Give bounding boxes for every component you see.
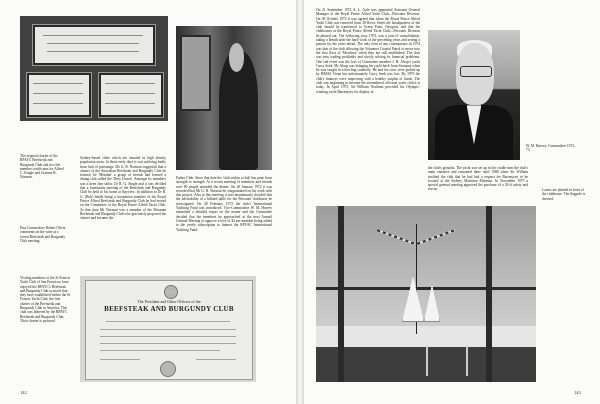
document-title: BEEFSTEAK AND BURGUNDY CLUB (104, 305, 234, 314)
book-gutter (296, 0, 304, 404)
right-column-text-1: On 21 September 1972 A. L. Gale was appointed Assistant General Manager of the Royal Prince Alfred Yacht Club—Pittwater Division. On 30 October 1972 it was agreed that when the Royal Prince Alfred Yacht Club was removed from 30 Rowe Street the headquarters of the club should be transferred to Green Point, Newport, and that the clubhouses at the Royal Prince Alfred Yacht Club—Pittwater Division be phased out. The following year, 1973, was a year of consolidation, taking a breath after the hard work of the preceding years and setting a pattern for the years ahead. The only item of any consequence in 1974 was that of the club allowing the Volunteer Coastal Patrol to move into the first floor of 'Mowbray' when they are still established. The club was now trading profitably and slowly solving its financial problems. One cad event was the loss of Committee member J. H. Alsop's yacht Curry Seek. Mr Alsop was bringing his yacht back from Swansea when he was caught in a howling southerly. He and his crew were picked up by HMAS Vivan but unfortunately Curry Seek was lost. By 1975 the club's finances were improving with a healthy surplus of funds. The club was beginning to become the streamlined, efficient yacht club it is today. In April 1975, Sir William Northam provided his Olympic-winning yacht Barrenjoey for display in (316, 8, 420, 94)
right-page (304, 0, 600, 404)
lawns-caption: Lawns are planted in front of the clubhouse. The flagpole is dressed. (542, 188, 586, 201)
visiting-members-caption: Visiting members of the St Francis Yacht Club of San Francisco have enjoyed the RPAYC's Beefsteak and Burgundy Club so much that they have established within the St Francis Yacht Club, the first charter of the Beefsteak and Burgundy Club in America. This club was fathered by the RPAYC Beefsteak and Burgundy Club. Their charter is pictured. (20, 276, 70, 323)
st-francis-charter-document (80, 276, 256, 382)
charter-certificates-photo (20, 16, 168, 121)
wine-comment-photo (176, 26, 272, 170)
page-number-left: 142 (20, 390, 27, 395)
clubhouse-lawns-photo (316, 206, 536, 382)
document-heading: The President and Other Officers of the (137, 299, 201, 305)
certificates-caption: The original charter of the RPAYC Beefsteak and Burgundy Club and two life member certificates for Alfred C. Kingle and Graeme R. Norman. (20, 154, 64, 180)
right-column-text-2: the club's grounds. The yacht was set up in her cradle near the club's main entrance and remained there until 1988 when Sir William notified the club that he had had a request for Barrenjoey to be located at the Sydney Maritime Museum. In November 1975 a special general meeting approved the purchase of a 20-ft safety and rescue (428, 166, 528, 192)
left-page (0, 0, 296, 404)
page-number-right: 143 (574, 390, 581, 395)
left-column-text-2: Father Club. Since that date the 'club within a club' has gone from strength to strength. At a recent meeting of members and friends over 80 people attended the dinner. On 20 January 1972 it was recorded that Mr G. R. Norman be congratulated on his work with this project. Also at this meeting it was unanimously decided that the advisability of a billiard table for the Pittwater clubhouse be investigated. On 28 February 1972 the club's International Yachting Fund was introduced. Vice-Commodore W. M. Harvey submitted a detailed report on the matter and the Committee decided that the members be approached at the next Annual General Meeting to approve a levy of $2 per member being added to the yearly subscription to finance the RPYAC International Yachting Fund. (176, 176, 272, 232)
commodore-caption: Past Commodore Robert Oliver comments on the wine at a recent Beefsteak and Burgundy Club meeting. (20, 226, 66, 243)
left-column-text-1: Sydney-based clubs which are situated in high density population areas. In those early days it was suffering badly from lack of patronage. Mr G. R. Norman suggested that a charter of the Australian Beefsteak and Burgundy Club be formed, he 'Membar' a group of friends had formed a dining club called the 'Dirty Dozen'. Amongst its members was a keen fine sailor, Dr R. G. Single and it was decided that a foundation meeting of the Beefsteak and Burgundy Club be held at his home at Bayview. In addition to Dr R. G. (Bob) Smith being a foundation member of the Royal Prince Alfred Beefsteak and Burgundy Club he had served on the Committee of the Royal Prince Alfred Yacht Club. At that time Mr Norman was a member of the Mosman Beefsteak and Burgundy Club who graciously proposed the charter and became the (80, 156, 166, 221)
portrait-caption: W. M. Harvey, Commodore 1972–73. (526, 144, 576, 153)
harvey-portrait-photo (428, 30, 520, 160)
